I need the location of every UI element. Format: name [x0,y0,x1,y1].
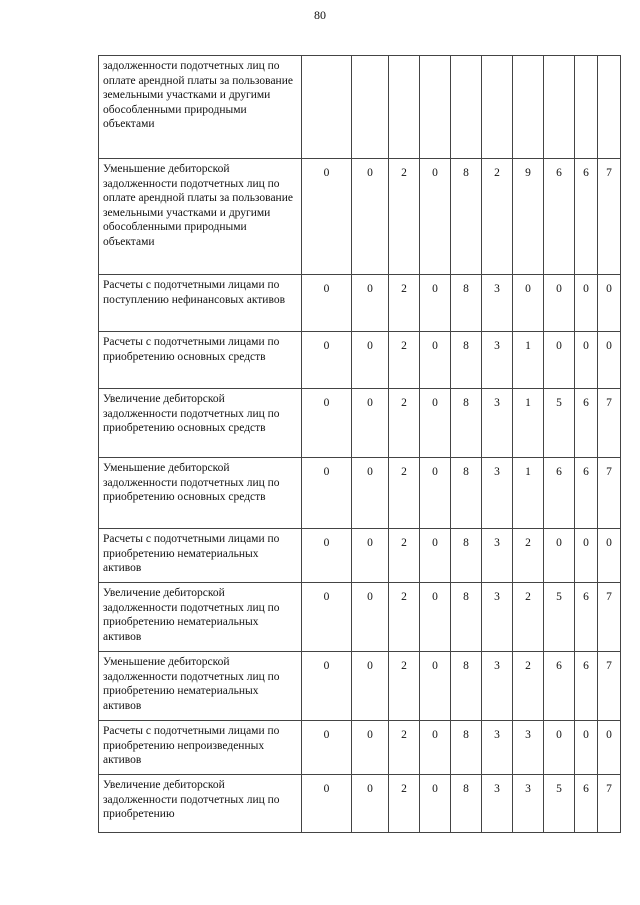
code-digit: 0 [302,652,352,721]
code-digit: 0 [420,529,451,583]
code-digit: 5 [544,775,575,833]
code-digit: 6 [575,775,598,833]
table-row [99,389,621,458]
code-digit: 3 [482,389,513,458]
code-digit: 0 [420,332,451,389]
account-codes-table [98,55,621,833]
table-row [99,275,621,332]
code-digit: 3 [482,652,513,721]
code-digit [451,56,482,159]
code-digit: 0 [598,332,621,389]
code-digit: 0 [352,389,389,458]
code-digit: 7 [598,775,621,833]
page-number: 80 [314,8,326,22]
code-digit [482,56,513,159]
account-name: Уменьшение дебиторской задолженности подотчетных лиц по оплате арендной платы за пользование земельными участками и другими обособленными природными объектами [99,159,302,275]
code-digit: 3 [513,721,544,775]
code-digit: 3 [482,583,513,652]
code-digit: 0 [420,458,451,529]
table-row [99,652,621,721]
table-row [99,332,621,389]
code-digit [513,56,544,159]
code-digit: 5 [544,583,575,652]
code-digit: 5 [544,389,575,458]
code-digit: 3 [482,332,513,389]
code-digit: 2 [389,159,420,275]
code-digit: 1 [513,458,544,529]
table-row [99,458,621,529]
code-digit: 0 [302,458,352,529]
account-name: Расчеты с подотчетными лицами по приобретению основных средств [99,332,302,389]
table-row [99,56,621,159]
code-digit [598,56,621,159]
code-digit: 1 [513,389,544,458]
code-digit: 0 [420,775,451,833]
code-digit: 0 [302,775,352,833]
code-digit: 0 [302,332,352,389]
account-name: задолженности подотчетных лиц по оплате арендной платы за пользование земельными участками и другими обособленными природными объектами [99,56,302,159]
code-digit [420,56,451,159]
code-digit: 0 [513,275,544,332]
code-digit: 3 [482,721,513,775]
code-digit: 2 [389,389,420,458]
code-digit: 2 [513,529,544,583]
code-digit: 0 [302,721,352,775]
code-digit: 2 [389,332,420,389]
table-row [99,159,621,275]
account-name: Расчеты с подотчетными лицами по приобретению непроизведенных активов [99,721,302,775]
code-digit: 0 [598,275,621,332]
code-digit [389,56,420,159]
code-digit: 3 [482,775,513,833]
code-digit [302,56,352,159]
code-digit: 6 [544,458,575,529]
code-digit: 8 [451,159,482,275]
code-digit: 0 [420,583,451,652]
code-digit: 0 [575,275,598,332]
table-row [99,529,621,583]
code-digit: 3 [482,529,513,583]
code-digit: 0 [352,529,389,583]
code-digit: 6 [575,652,598,721]
code-digit: 2 [389,652,420,721]
code-digit: 8 [451,332,482,389]
code-digit: 2 [389,458,420,529]
code-digit: 0 [544,275,575,332]
code-digit: 8 [451,529,482,583]
code-digit: 7 [598,458,621,529]
table-row [99,583,621,652]
code-digit: 3 [482,458,513,529]
code-digit: 6 [575,389,598,458]
account-name: Уменьшение дебиторской задолженности подотчетных лиц по приобретению нематериальных активов [99,652,302,721]
code-digit: 0 [352,652,389,721]
code-digit: 0 [352,583,389,652]
code-digit [544,56,575,159]
account-name: Увеличение дебиторской задолженности подотчетных лиц по приобретению основных средств [99,389,302,458]
code-digit: 3 [482,275,513,332]
code-digit: 0 [352,721,389,775]
code-digit: 7 [598,583,621,652]
account-name: Увеличение дебиторской задолженности подотчетных лиц по приобретению нематериальных активов [99,583,302,652]
code-digit: 2 [389,721,420,775]
code-digit: 0 [575,332,598,389]
code-digit: 8 [451,721,482,775]
account-name: Расчеты с подотчетными лицами по поступлению нефинансовых активов [99,275,302,332]
code-digit: 0 [302,529,352,583]
table-row [99,721,621,775]
code-digit: 0 [352,275,389,332]
code-digit: 0 [302,583,352,652]
code-digit: 8 [451,389,482,458]
code-digit: 0 [352,332,389,389]
code-digit: 7 [598,652,621,721]
account-name: Расчеты с подотчетными лицами по приобретению нематериальных активов [99,529,302,583]
code-digit: 1 [513,332,544,389]
code-digit: 8 [451,583,482,652]
code-digit: 0 [544,721,575,775]
code-digit: 8 [451,458,482,529]
code-digit: 0 [352,159,389,275]
code-digit: 9 [513,159,544,275]
code-digit: 3 [513,775,544,833]
code-digit: 6 [575,583,598,652]
code-digit: 8 [451,275,482,332]
code-digit: 8 [451,775,482,833]
code-digit: 2 [389,775,420,833]
code-digit: 2 [513,583,544,652]
code-digit [575,56,598,159]
code-digit: 0 [598,529,621,583]
code-digit: 2 [389,529,420,583]
code-digit: 0 [420,721,451,775]
code-digit: 0 [544,529,575,583]
code-digit: 0 [352,458,389,529]
account-name: Увеличение дебиторской задолженности подотчетных лиц по приобретению [99,775,302,833]
code-digit: 0 [420,275,451,332]
code-digit: 2 [389,275,420,332]
account-name: Уменьшение дебиторской задолженности подотчетных лиц по приобретению основных средств [99,458,302,529]
code-digit: 2 [482,159,513,275]
code-digit: 0 [302,275,352,332]
code-digit: 6 [544,652,575,721]
code-digit: 0 [420,159,451,275]
code-digit: 0 [302,159,352,275]
code-digit: 2 [389,583,420,652]
code-digit: 0 [420,389,451,458]
code-digit: 8 [451,652,482,721]
code-digit [352,56,389,159]
code-digit: 7 [598,389,621,458]
code-digit: 0 [575,529,598,583]
code-digit: 2 [513,652,544,721]
code-digit: 0 [598,721,621,775]
table-row [99,775,621,833]
code-digit: 0 [420,652,451,721]
code-digit: 6 [575,458,598,529]
code-digit: 6 [544,159,575,275]
code-digit: 0 [575,721,598,775]
code-digit: 0 [544,332,575,389]
code-digit: 0 [352,775,389,833]
code-digit: 7 [598,159,621,275]
code-digit: 0 [302,389,352,458]
code-digit: 6 [575,159,598,275]
